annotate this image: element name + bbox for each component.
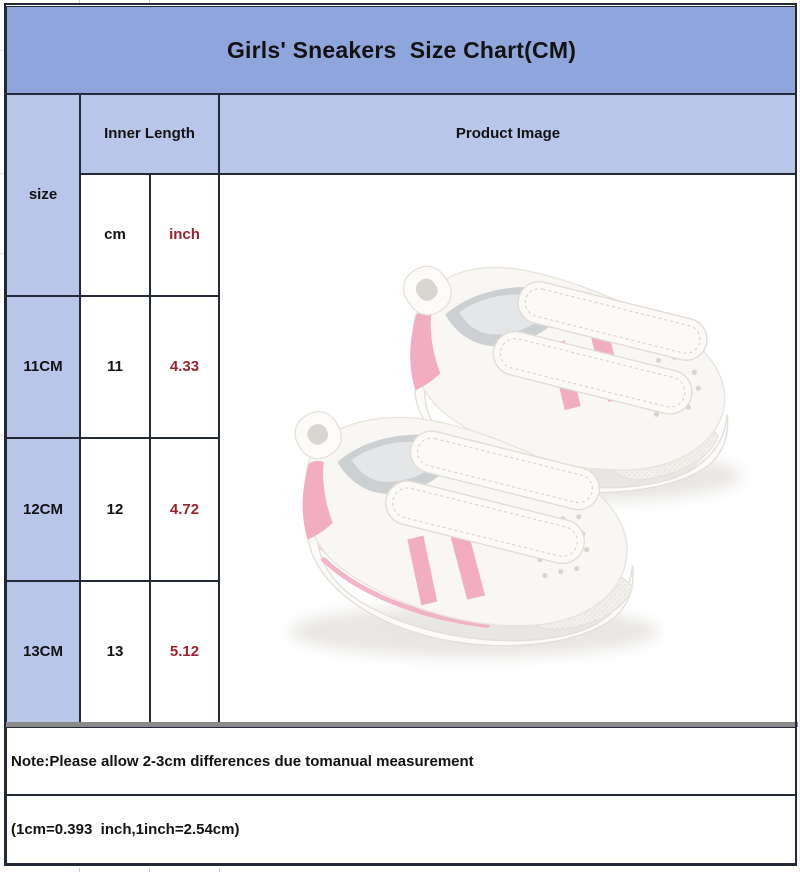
grid-tick-left-3 [0, 253, 5, 254]
grid-tick-bottom-2 [149, 868, 150, 872]
grid-tick-left-2 [0, 173, 5, 174]
inch-value-12: 4.72 [150, 438, 219, 581]
table-bottom-divider [5, 722, 798, 727]
grid-tick-bottom-1 [79, 868, 80, 872]
baby-sneakers-photo [220, 175, 796, 722]
unit-cm-header: cm [80, 174, 150, 296]
size-label-11cm: 11CM [6, 296, 80, 438]
product-image-cell [219, 174, 797, 723]
size-column-header: size [6, 94, 80, 296]
inch-value-13: 5.12 [150, 581, 219, 723]
conversion-note: (1cm=0.393 inch,1inch=2.54cm) [6, 795, 797, 864]
grid-tick-left-1 [0, 50, 5, 51]
cm-value-11: 11 [80, 296, 150, 438]
grid-tick-left-4 [0, 435, 5, 436]
inner-length-header: Inner Length [80, 94, 219, 174]
inch-value-11: 4.33 [150, 296, 219, 438]
cm-value-13: 13 [80, 581, 150, 723]
grid-tick-top-1 [79, 0, 80, 4]
product-image-header: Product Image [219, 94, 797, 174]
cm-value-12: 12 [80, 438, 150, 581]
size-chart-title: Girls' Sneakers Size Chart(CM) [6, 6, 797, 94]
grid-tick-top-2 [149, 0, 150, 4]
size-label-13cm: 13CM [6, 581, 80, 723]
grid-tick-bottom-3 [219, 868, 220, 872]
measurement-note: Note:Please allow 2-3cm differences due tomanual measurement [6, 727, 797, 795]
size-label-12cm: 12CM [6, 438, 80, 581]
unit-inch-header: inch [150, 174, 219, 296]
